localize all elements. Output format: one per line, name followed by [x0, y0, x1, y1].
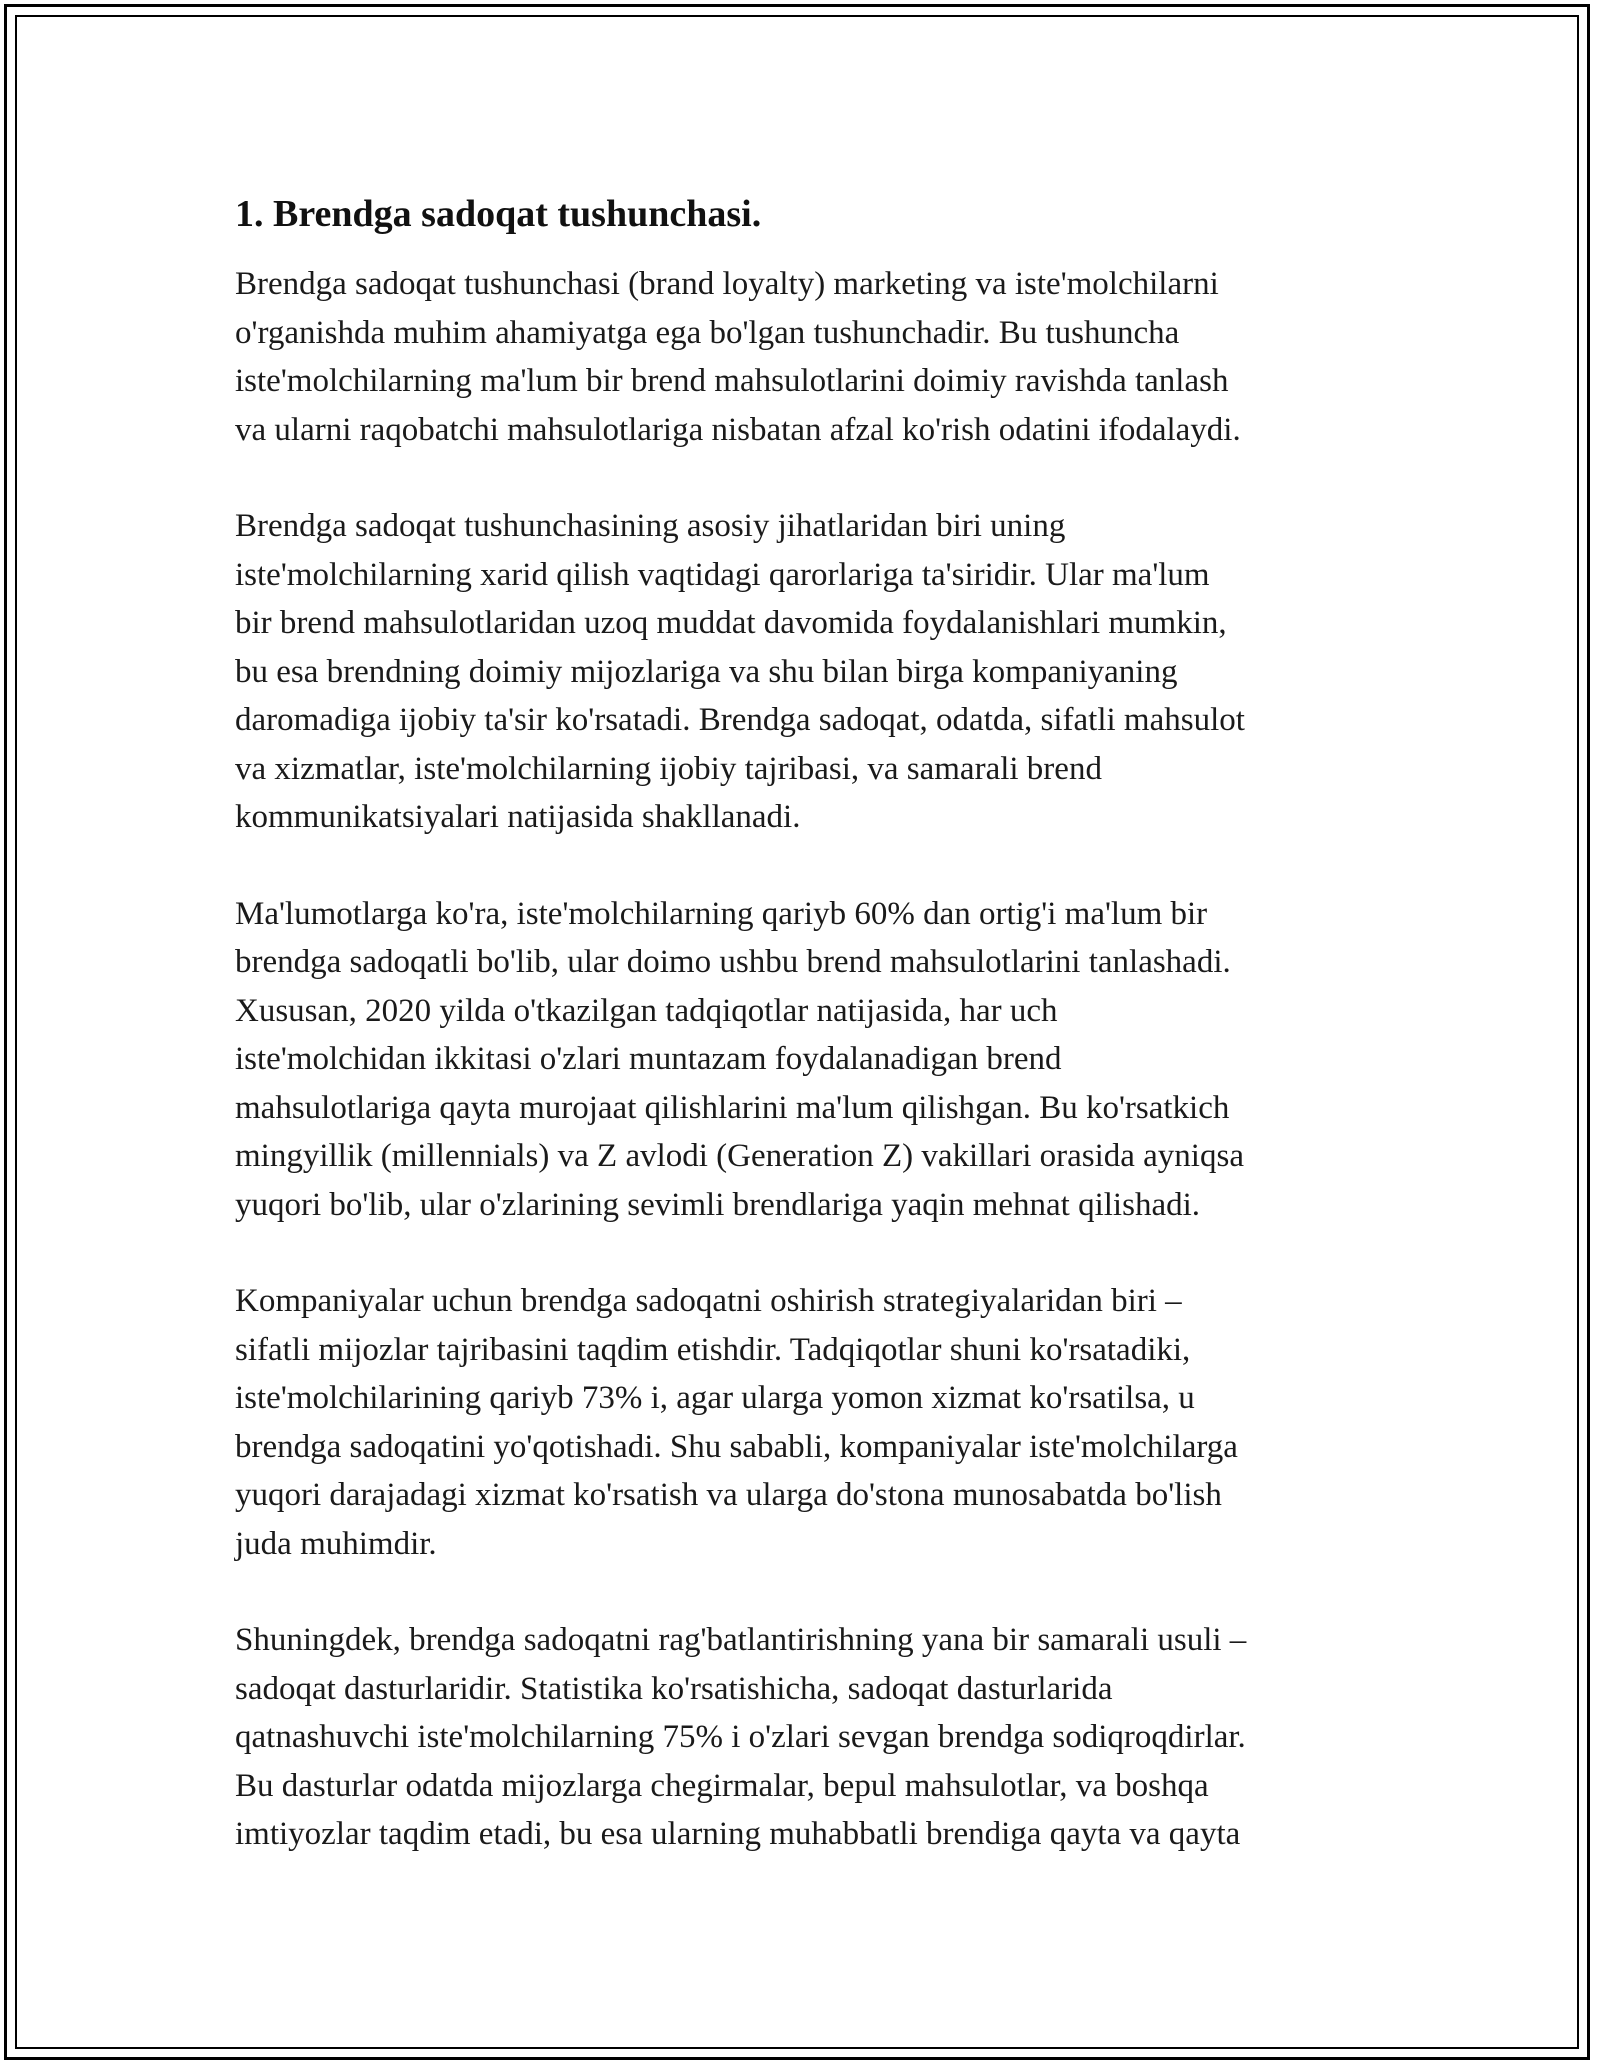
text-line: Bu dasturlar odatda mijozlarga chegirmalar, bepul mahsulotlar, va boshqa [235, 1767, 1209, 1804]
text-line: sifatli mijozlar tajribasini taqdim etishdir. Tadqiqotlar shuni ko'rsatadiki, [235, 1331, 1191, 1368]
text-line: mahsulotlariga qayta murojaat qilishlarini ma'lum qilishgan. Bu ko'rsatkich [235, 1089, 1230, 1126]
text-line: bir brend mahsulotlaridan uzoq muddat davomida foydalanishlari mumkin, [235, 605, 1227, 641]
text-line: brendga sadoqatli bo'lib, ular doimo ushbu brend mahsulotlarini tanlashadi. [235, 944, 1231, 980]
text-line: Brendga sadoqat tushunchasining asosiy jihatlaridan biri uning [235, 508, 1066, 544]
paragraph-1 [235, 260, 1385, 454]
text-line: Kompaniyalar uchun brendga sadoqatni oshirish strategiyalaridan biri – [235, 1283, 1182, 1319]
text-line: qatnashuvchi iste'molchilarning 75% i o'zlari sevgan brendga sodiqroqdirlar. [235, 1719, 1246, 1755]
document-body [235, 190, 1385, 1907]
text-line: iste'molchilarning xarid qilish vaqtidagi qarorlariga ta'siridir. Ular ma'lum [235, 556, 1210, 593]
text-line: Xususan, 2020 yilda o'tkazilgan tadqiqotlar natijasida, har uch [235, 992, 1058, 1029]
text-line: Shuningdek, brendga sadoqatni rag'batlantirishning yana bir samarali usuli – [235, 1622, 1247, 1658]
text-line: Ma'lumotlarga ko'ra, iste'molchilarning qariyb 60% dan ortig'i ma'lum bir [235, 895, 1208, 932]
section-heading: 1. Brendga sadoqat tushunchasi. [235, 193, 762, 235]
text-line: iste'molchilarning ma'lum bir brend mahsulotlarini doimiy ravishda tanlash [235, 363, 1229, 399]
text-line: Brendga sadoqat tushunchasi (brand loyalty) marketing va iste'molchilarni [235, 266, 1219, 302]
text-line: o'rganishda muhim ahamiyatga ega bo'lgan tushunchadir. Bu tushuncha [235, 314, 1180, 351]
text-line: mingyillik (millennials) va Z avlodi (Generation Z) vakillari orasida ayniqsa [235, 1138, 1244, 1174]
text-line: yuqori bo'lib, ular o'zlarining sevimli brendlariga yaqin mehnat qilishadi. [235, 1186, 1201, 1223]
text-line: daromadiga ijobiy ta'sir ko'rsatadi. Brendga sadoqat, odatda, sifatli mahsulot [235, 702, 1245, 738]
text-line: va ularni raqobatchi mahsulotlariga nisbatan afzal ko'rish odatini ifodalaydi. [235, 411, 1241, 448]
paragraph-3 [235, 890, 1385, 1230]
text-line: va xizmatlar, iste'molchilarning ijobiy tajribasi, va samarali brend [235, 750, 1102, 787]
text-line: kommunikatsiyalari natijasida shakllanadi. [235, 799, 801, 835]
text-line: bu esa brendning doimiy mijozlariga va shu bilan birga kompaniyaning [235, 653, 1178, 690]
paragraph-5 [235, 1616, 1385, 1859]
text-line: brendga sadoqatini yo'qotishadi. Shu sababli, kompaniyalar iste'molchilarga [235, 1428, 1238, 1465]
paragraph-4 [235, 1277, 1385, 1568]
text-line: yuqori darajadagi xizmat ko'rsatish va ularga do'stona munosabatda bo'lish [235, 1477, 1222, 1513]
text-line: iste'molchilarining qariyb 73% i, agar ularga yomon xizmat ko'rsatilsa, u [235, 1380, 1195, 1416]
text-line: imtiyozlar taqdim etadi, bu esa ularning muhabbatli brendiga qayta va qayta [235, 1816, 1241, 1852]
text-line: juda muhimdir. [235, 1525, 437, 1562]
text-line: sadoqat dasturlaridir. Statistika ko'rsatishicha, sadoqat dasturlarida [235, 1670, 1113, 1707]
text-line: iste'molchidan ikkitasi o'zlari muntazam foydalanadigan brend [235, 1041, 1062, 1077]
paragraph-2 [235, 502, 1385, 842]
